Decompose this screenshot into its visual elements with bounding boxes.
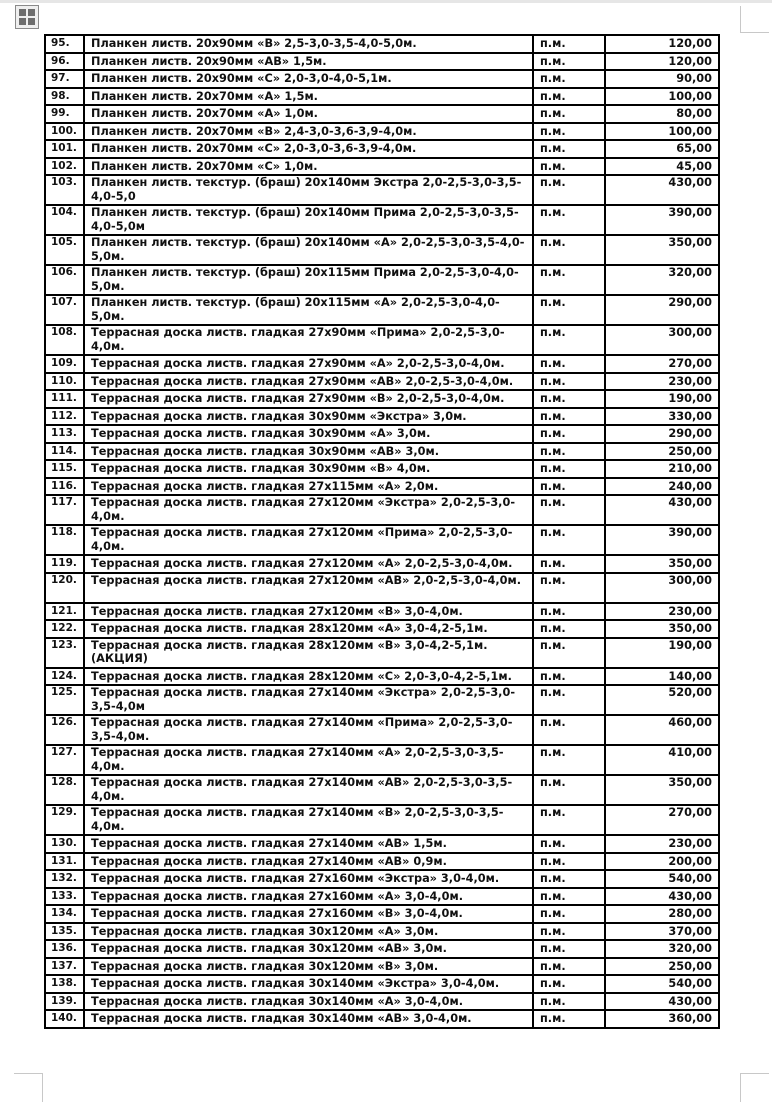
product-description: Планкен листв. 20х70мм «В» 2,4-3,0-3,6-3,9-4,0м. [84,123,533,141]
table-row [45,993,719,1011]
price-value: 330,00 [605,408,719,426]
unit-of-measure: п.м. [533,205,605,235]
table-row [45,325,719,355]
table-row [45,638,719,668]
row-number: 117. [45,495,84,525]
unit-of-measure: п.м. [533,325,605,355]
table-row [45,923,719,941]
row-number: 102. [45,158,84,176]
price-value: 300,00 [605,573,719,603]
table-row [45,140,719,158]
price-value: 430,00 [605,495,719,525]
table-row [45,460,719,478]
unit-of-measure: п.м. [533,573,605,603]
table-row [45,175,719,205]
row-number: 139. [45,993,84,1011]
unit-of-measure: п.м. [533,958,605,976]
unit-of-measure: п.м. [533,975,605,993]
unit-of-measure: п.м. [533,373,605,391]
price-value: 430,00 [605,888,719,906]
unit-of-measure: п.м. [533,140,605,158]
page-corner-mark-top-right [740,6,769,33]
unit-of-measure: п.м. [533,870,605,888]
table-row [45,373,719,391]
price-value: 410,00 [605,745,719,775]
price-value: 190,00 [605,638,719,668]
table-row [45,265,719,295]
product-description: Планкен листв. текстур. (браш) 20х115мм «А» 2,0-2,5-3,0-4,0-5,0м. [84,295,533,325]
unit-of-measure: п.м. [533,555,605,573]
unit-of-measure: п.м. [533,70,605,88]
row-number: 136. [45,940,84,958]
product-description: Планкен листв. 20х90мм «С» 2,0-3,0-4,0-5,1м. [84,70,533,88]
product-description: Террасная доска листв. гладкая 30х140мм «АВ» 3,0-4,0м. [84,1010,533,1028]
row-number: 122. [45,620,84,638]
row-number: 125. [45,685,84,715]
price-value: 65,00 [605,140,719,158]
row-number: 115. [45,460,84,478]
product-description: Террасная доска листв. гладкая 27х140мм «АВ» 0,9м. [84,853,533,871]
price-value: 430,00 [605,993,719,1011]
price-value: 290,00 [605,425,719,443]
table-row [45,573,719,603]
unit-of-measure: п.м. [533,158,605,176]
unit-of-measure: п.м. [533,835,605,853]
price-value: 120,00 [605,35,719,53]
table-row [45,888,719,906]
unit-of-measure: п.м. [533,775,605,805]
price-value: 460,00 [605,715,719,745]
price-value: 45,00 [605,158,719,176]
product-description: Террасная доска листв. гладкая 27х140мм «Экстра» 2,0-2,5-3,0-3,5-4,0м [84,685,533,715]
unit-of-measure: п.м. [533,745,605,775]
row-number: 120. [45,573,84,603]
product-description: Террасная доска листв. гладкая 30х140мм «А» 3,0-4,0м. [84,993,533,1011]
table-row [45,425,719,443]
table-row [45,775,719,805]
row-number: 128. [45,775,84,805]
table-row [45,853,719,871]
row-number: 121. [45,603,84,621]
unit-of-measure: п.м. [533,620,605,638]
price-value: 250,00 [605,443,719,461]
row-number: 114. [45,443,84,461]
table-row [45,235,719,265]
row-number: 133. [45,888,84,906]
row-number: 123. [45,638,84,668]
price-value: 390,00 [605,525,719,555]
unit-of-measure: п.м. [533,53,605,71]
table-row [45,620,719,638]
row-number: 135. [45,923,84,941]
unit-of-measure: п.м. [533,390,605,408]
unit-of-measure: п.м. [533,295,605,325]
product-description: Террасная доска листв. гладкая 27х90мм «А» 2,0-2,5-3,0-4,0м. [84,355,533,373]
product-description: Террасная доска листв. гладкая 27х140мм «АВ» 1,5м. [84,835,533,853]
unit-of-measure: п.м. [533,638,605,668]
table-row [45,158,719,176]
product-description: Планкен листв. текстур. (браш) 20х140мм Экстра 2,0-2,5-3,0-3,5-4,0-5,0 [84,175,533,205]
grid-layout-icon[interactable] [15,5,39,29]
product-description: Террасная доска листв. гладкая 27х120мм «АВ» 2,0-2,5-3,0-4,0м. [84,573,533,603]
price-value: 390,00 [605,205,719,235]
product-description: Террасная доска листв. гладкая 30х140мм «Экстра» 3,0-4,0м. [84,975,533,993]
unit-of-measure: п.м. [533,88,605,106]
row-number: 137. [45,958,84,976]
unit-of-measure: п.м. [533,923,605,941]
row-number: 134. [45,905,84,923]
unit-of-measure: п.м. [533,265,605,295]
grid-cell [28,9,35,16]
product-description: Планкен листв. текстур. (браш) 20х140мм Прима 2,0-2,5-3,0-3,5-4,0-5,0м [84,205,533,235]
product-description: Планкен листв. 20х70мм «А» 1,5м. [84,88,533,106]
unit-of-measure: п.м. [533,715,605,745]
row-number: 118. [45,525,84,555]
price-value: 200,00 [605,853,719,871]
price-value: 320,00 [605,940,719,958]
price-value: 350,00 [605,235,719,265]
product-description: Террасная доска листв. гладкая 30х90мм «Экстра» 3,0м. [84,408,533,426]
row-number: 96. [45,53,84,71]
table-row [45,53,719,71]
product-description: Террасная доска листв. гладкая 30х90мм «А» 3,0м. [84,425,533,443]
table-row [45,205,719,235]
row-number: 111. [45,390,84,408]
price-table-body [45,35,719,1028]
price-value: 540,00 [605,975,719,993]
row-number: 110. [45,373,84,391]
product-description: Террасная доска листв. гладкая 27х120мм «Прима» 2,0-2,5-3,0-4,0м. [84,525,533,555]
product-description: Террасная доска листв. гладкая 28х120мм «В» 3,0-4,2-5,1м. (АКЦИЯ) [84,638,533,668]
price-value: 540,00 [605,870,719,888]
table-row [45,105,719,123]
product-description: Террасная доска листв. гладкая 27х140мм «АВ» 2,0-2,5-3,0-3,5-4,0м. [84,775,533,805]
row-number: 129. [45,805,84,835]
row-number: 104. [45,205,84,235]
table-row [45,745,719,775]
price-value: 230,00 [605,835,719,853]
row-number: 109. [45,355,84,373]
product-description: Планкен листв. текстур. (браш) 20х115мм Прима 2,0-2,5-3,0-4,0-5,0м. [84,265,533,295]
price-value: 90,00 [605,70,719,88]
row-number: 99. [45,105,84,123]
price-value: 190,00 [605,390,719,408]
price-value: 230,00 [605,373,719,391]
grid-cell [28,18,35,25]
unit-of-measure: п.м. [533,478,605,496]
row-number: 113. [45,425,84,443]
row-number: 97. [45,70,84,88]
row-number: 103. [45,175,84,205]
table-row [45,870,719,888]
table-row [45,940,719,958]
row-number: 119. [45,555,84,573]
price-table [44,34,720,1029]
product-description: Террасная доска листв. гладкая 30х120мм «А» 3,0м. [84,923,533,941]
product-description: Террасная доска листв. гладкая 27х140мм «А» 2,0-2,5-3,0-3,5-4,0м. [84,745,533,775]
price-value: 350,00 [605,775,719,805]
unit-of-measure: п.м. [533,993,605,1011]
unit-of-measure: п.м. [533,940,605,958]
unit-of-measure: п.м. [533,495,605,525]
price-value: 100,00 [605,88,719,106]
row-number: 140. [45,1010,84,1028]
table-row [45,295,719,325]
grid-cell [19,18,26,25]
product-description: Планкен листв. 20х70мм «С» 1,0м. [84,158,533,176]
unit-of-measure: п.м. [533,668,605,686]
unit-of-measure: п.м. [533,905,605,923]
table-row [45,35,719,53]
price-value: 270,00 [605,805,719,835]
price-value: 520,00 [605,685,719,715]
unit-of-measure: п.м. [533,805,605,835]
row-number: 126. [45,715,84,745]
row-number: 112. [45,408,84,426]
product-description: Террасная доска листв. гладкая 27х115мм «А» 2,0м. [84,478,533,496]
table-row [45,70,719,88]
product-description: Планкен листв. 20х70мм «С» 2,0-3,0-3,6-3,9-4,0м. [84,140,533,158]
table-row [45,958,719,976]
table-row [45,555,719,573]
unit-of-measure: п.м. [533,408,605,426]
row-number: 98. [45,88,84,106]
product-description: Террасная доска листв. гладкая 27х120мм «Экстра» 2,0-2,5-3,0-4,0м. [84,495,533,525]
table-row [45,525,719,555]
row-number: 108. [45,325,84,355]
row-number: 101. [45,140,84,158]
price-value: 270,00 [605,355,719,373]
unit-of-measure: п.м. [533,123,605,141]
product-description: Террасная доска листв. гладкая 27х160мм «В» 3,0-4,0м. [84,905,533,923]
table-row [45,355,719,373]
row-number: 116. [45,478,84,496]
price-value: 320,00 [605,265,719,295]
price-value: 210,00 [605,460,719,478]
unit-of-measure: п.м. [533,355,605,373]
table-row [45,715,719,745]
row-number: 132. [45,870,84,888]
price-value: 280,00 [605,905,719,923]
table-row [45,88,719,106]
unit-of-measure: п.м. [533,425,605,443]
unit-of-measure: п.м. [533,853,605,871]
product-description: Террасная доска листв. гладкая 28х120мм «А» 3,0-4,2-5,1м. [84,620,533,638]
page-corner-mark-bottom-left [14,1073,43,1102]
table-row [45,668,719,686]
product-description: Террасная доска листв. гладкая 27х120мм «А» 2,0-2,5-3,0-4,0м. [84,555,533,573]
price-value: 230,00 [605,603,719,621]
product-description: Планкен листв. 20х90мм «АВ» 1,5м. [84,53,533,71]
price-value: 300,00 [605,325,719,355]
table-row [45,975,719,993]
table-row [45,905,719,923]
row-number: 130. [45,835,84,853]
unit-of-measure: п.м. [533,35,605,53]
row-number: 124. [45,668,84,686]
row-number: 127. [45,745,84,775]
table-row [45,443,719,461]
row-number: 105. [45,235,84,265]
unit-of-measure: п.м. [533,888,605,906]
page-corner-mark-bottom-right [740,1073,769,1102]
table-row [45,390,719,408]
product-description: Террасная доска листв. гладкая 27х140мм «Прима» 2,0-2,5-3,0-3,5-4,0м. [84,715,533,745]
product-description: Террасная доска листв. гладкая 27х90мм «АВ» 2,0-2,5-3,0-4,0м. [84,373,533,391]
product-description: Террасная доска листв. гладкая 27х160мм «А» 3,0-4,0м. [84,888,533,906]
price-value: 250,00 [605,958,719,976]
product-description: Террасная доска листв. гладкая 30х120мм «В» 3,0м. [84,958,533,976]
row-number: 131. [45,853,84,871]
row-number: 95. [45,35,84,53]
table-row [45,123,719,141]
product-description: Планкен листв. текстур. (браш) 20х140мм «А» 2,0-2,5-3,0-3,5-4,0-5,0м. [84,235,533,265]
unit-of-measure: п.м. [533,235,605,265]
unit-of-measure: п.м. [533,443,605,461]
table-row [45,495,719,525]
product-description: Террасная доска листв. гладкая 27х90мм «Прима» 2,0-2,5-3,0-4,0м. [84,325,533,355]
product-description: Террасная доска листв. гладкая 28х120мм «С» 2,0-3,0-4,2-5,1м. [84,668,533,686]
row-number: 106. [45,265,84,295]
table-row [45,478,719,496]
table-row [45,1010,719,1028]
price-value: 80,00 [605,105,719,123]
product-description: Террасная доска листв. гладкая 27х120мм «В» 3,0-4,0м. [84,603,533,621]
row-number: 107. [45,295,84,325]
unit-of-measure: п.м. [533,1010,605,1028]
price-value: 370,00 [605,923,719,941]
price-value: 290,00 [605,295,719,325]
unit-of-measure: п.м. [533,525,605,555]
table-row [45,835,719,853]
unit-of-measure: п.м. [533,603,605,621]
price-value: 360,00 [605,1010,719,1028]
grid-cell [19,9,26,16]
price-value: 100,00 [605,123,719,141]
product-description: Террасная доска листв. гладкая 30х90мм «АВ» 3,0м. [84,443,533,461]
product-description: Террасная доска листв. гладкая 30х90мм «В» 4,0м. [84,460,533,478]
product-description: Террасная доска листв. гладкая 27х160мм «Экстра» 3,0-4,0м. [84,870,533,888]
price-value: 140,00 [605,668,719,686]
product-description: Террасная доска листв. гладкая 27х90мм «В» 2,0-2,5-3,0-4,0м. [84,390,533,408]
unit-of-measure: п.м. [533,685,605,715]
product-description: Планкен листв. 20х70мм «А» 1,0м. [84,105,533,123]
price-value: 350,00 [605,620,719,638]
table-row [45,603,719,621]
row-number: 138. [45,975,84,993]
price-value: 350,00 [605,555,719,573]
unit-of-measure: п.м. [533,175,605,205]
table-row [45,805,719,835]
price-value: 240,00 [605,478,719,496]
viewer-top-band [0,0,772,3]
price-value: 120,00 [605,53,719,71]
unit-of-measure: п.м. [533,460,605,478]
product-description: Террасная доска листв. гладкая 30х120мм «АВ» 3,0м. [84,940,533,958]
price-value: 430,00 [605,175,719,205]
product-description: Планкен листв. 20х90мм «В» 2,5-3,0-3,5-4,0-5,0м. [84,35,533,53]
row-number: 100. [45,123,84,141]
product-description: Террасная доска листв. гладкая 27х140мм «В» 2,0-2,5-3,0-3,5-4,0м. [84,805,533,835]
unit-of-measure: п.м. [533,105,605,123]
table-row [45,685,719,715]
table-row [45,408,719,426]
